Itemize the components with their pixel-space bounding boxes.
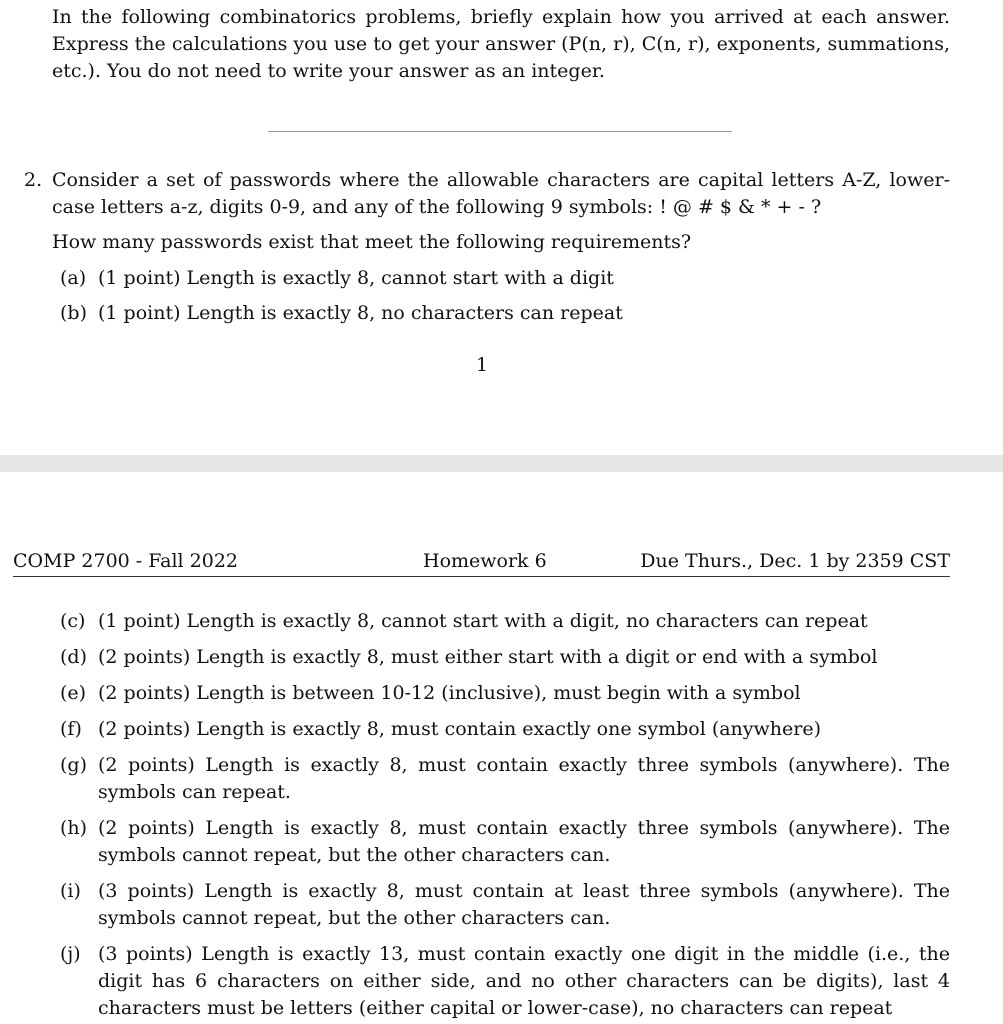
part-f (60, 716, 950, 743)
part-h (60, 815, 950, 869)
part-c (60, 608, 950, 635)
part-text: (2 points) Length is exactly 8, must contain exactly three symbols (anywhere). The symbols cannot repeat, but the other characters can. (98, 817, 950, 866)
page-number: 1 (476, 354, 489, 376)
question-ask: How many passwords exist that meet the following requirements? (52, 231, 692, 253)
part-text: (2 points) Length is exactly 8, must contain exactly one symbol (anywhere) (98, 718, 822, 740)
part-label: (b) (60, 302, 87, 324)
part-label: (d) (60, 646, 87, 668)
page-separator (0, 455, 1003, 472)
part-label: (j) (60, 943, 81, 965)
part-text: (3 points) Length is exactly 13, must contain exactly one digit in the middle (i.e., the digit has 6 characters on either side, and no other characters can be digits), last 4 characters must be letters (either capital or lower-case), no characters can repeat (98, 943, 950, 1019)
part-label: (i) (60, 880, 81, 902)
header-course: COMP 2700 - Fall 2022 (13, 550, 239, 572)
part-text: (1 point) Length is exactly 8, cannot start with a digit, no characters can repeat (98, 610, 868, 632)
part-e (60, 680, 950, 707)
part-text: (2 points) Length is exactly 8, must contain exactly three symbols (anywhere). The symbols can repeat. (98, 754, 950, 803)
part-text: (3 points) Length is exactly 8, must contain at least three symbols (anywhere). The symbols cannot repeat, but the other characters can. (98, 880, 950, 929)
question-2 (24, 167, 950, 253)
part-a (60, 265, 950, 292)
part-label: (a) (60, 267, 87, 289)
part-text: (1 point) Length is exactly 8, no characters can repeat (98, 302, 623, 324)
part-d (60, 644, 950, 671)
part-label: (g) (60, 754, 87, 776)
header-title: Homework 6 (423, 550, 547, 572)
part-b (60, 300, 950, 327)
question-text: Consider a set of passwords where the allowable characters are capital letters A-Z, lower-case letters a-z, digits 0-9, and any of the following 9 symbols: ! @ # $ & * + - ? (52, 169, 950, 218)
page-1 (0, 0, 1003, 455)
part-text: (2 points) Length is between 10-12 (inclusive), must begin with a symbol (98, 682, 801, 704)
part-text: (2 points) Length is exactly 8, must either start with a digit or end with a symbol (98, 646, 878, 668)
part-label: (c) (60, 610, 86, 632)
part-label: (h) (60, 817, 88, 839)
page-header (13, 548, 950, 577)
part-text: (1 point) Length is exactly 8, cannot start with a digit (98, 267, 614, 289)
question-number: 2. (24, 169, 43, 191)
part-label: (e) (60, 682, 87, 704)
part-g (60, 752, 950, 806)
divider (268, 131, 732, 132)
header-due: Due Thurs., Dec. 1 by 2359 CST (640, 550, 950, 572)
part-i (60, 878, 950, 932)
part-j (60, 941, 950, 1022)
part-label: (f) (60, 718, 82, 740)
instructions (52, 4, 950, 85)
instructions-text: In the following combinatorics problems, briefly explain how you arrived at each answer. Express the calculations you use to get your answer (P(n, r), C(n, r), exponents, summations, etc.). You do not need to write your answer as an integer. (52, 6, 950, 82)
